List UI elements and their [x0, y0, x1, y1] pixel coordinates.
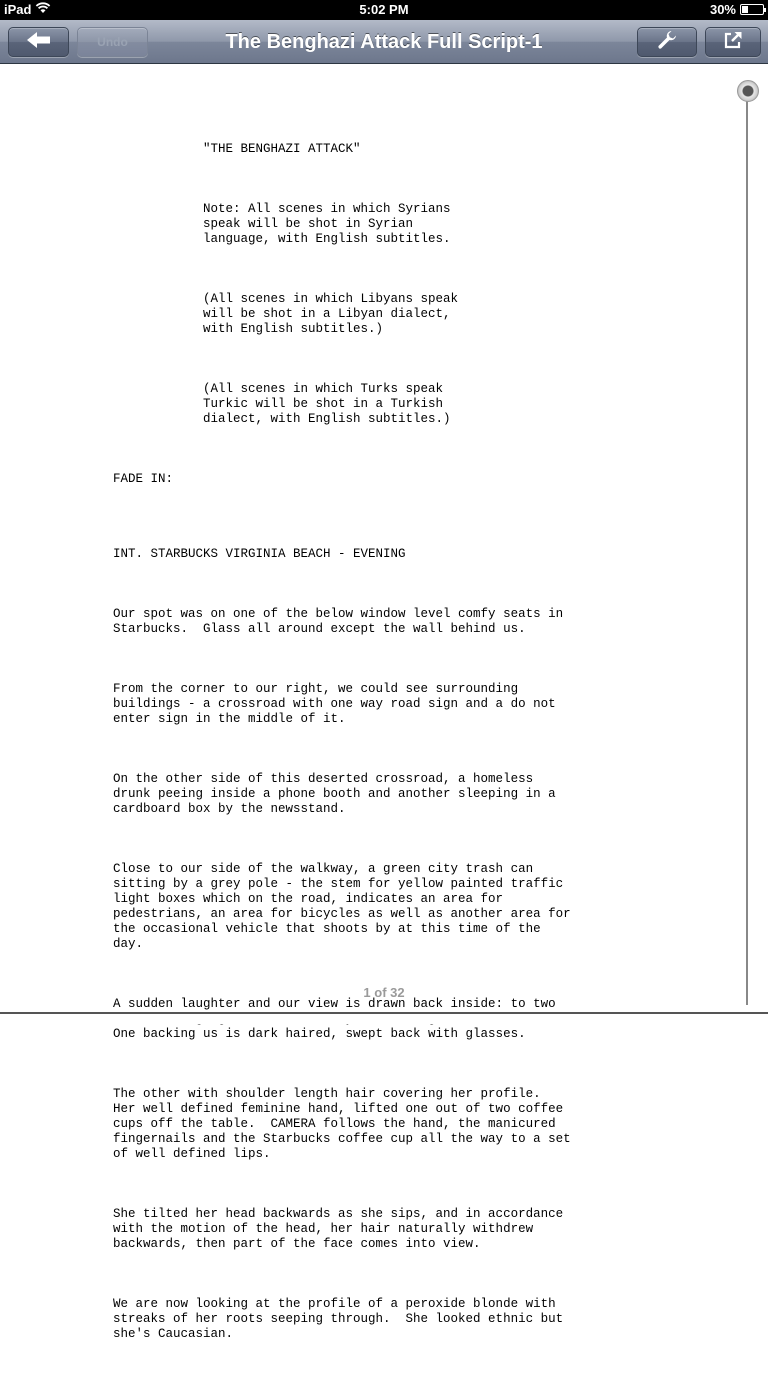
document-title: The Benghazi Attack Full Script-1: [225, 31, 543, 53]
page-indicator: 1 of 32: [363, 985, 405, 1000]
status-right: [710, 2, 764, 17]
scroll-track[interactable]: [746, 95, 748, 1005]
script-action: She tilted her head backwards as she sips, and in accordance with the motion of the head, her hair naturally withdrew backwards, then part of the face comes into view.: [113, 1207, 564, 1251]
script-action: We are now looking at the profile of a peroxide blonde with streaks of her roots seeping through. She looked ethnic but she's Caucasian.: [113, 1297, 564, 1341]
script-action: A sudden laughter and our view is drawn back inside: to two One backing us is dark haired, swept back with glasses.: [113, 997, 556, 1041]
share-button[interactable]: [705, 27, 761, 57]
back-arrow-icon: [25, 31, 53, 54]
script-action: Close to our side of the walkway, a green city trash can sitting by a grey pole - the stem for yellow painted traffic light boxes which on the road, indicates an area for pedestrians, an area for bicycles as well as another area for the occasional vehicle that shoots by at this time of the day.: [113, 862, 571, 951]
status-time: 5:02 PM: [359, 2, 409, 17]
device-name: iPad: [4, 2, 32, 17]
script-note: (All scenes in which Libyans speak will be shot in a Libyan dialect, with English subtitles.): [203, 292, 459, 336]
navigation-bar: [0, 20, 768, 64]
script-action: On the other side of this deserted crossroad, a homeless drunk peeing inside a phone booth and another sleeping in a cardboard box by the newsstand.: [113, 772, 556, 816]
back-button[interactable]: [8, 27, 69, 57]
script-note: (All scenes in which Turks speak Turkic will be shot in a Turkish dialect, with English subtitles.): [203, 382, 451, 426]
battery-icon: [740, 4, 764, 15]
undo-button[interactable]: Undo: [77, 27, 148, 57]
battery-percent: 30%: [709, 2, 736, 17]
script-action: From the corner to our right, we could see surrounding buildings - a crossroad with one way road sign and a do not enter sign in the middle of it.: [113, 682, 556, 726]
status-bar: [0, 0, 768, 20]
script-transition: FADE IN:: [113, 472, 174, 486]
bottom-area: [0, 1014, 768, 1024]
scroll-handle[interactable]: [737, 80, 759, 102]
script-action: Our spot was on one of the below window level comfy seats in Starbucks. Glass all around except the wall behind us.: [113, 607, 564, 636]
script-note: Note: All scenes in which Syrians speak will be shot in Syrian language, with English subtitles.: [203, 202, 451, 246]
script-action: The other with shoulder length hair covering her profile. Her well defined feminine hand, lifted one out of two coffee cups off the table. CAMERA follows the hand, the manicured fingernails and the Starbucks coffee cup all the way to a set of well defined lips.: [113, 1087, 571, 1161]
script-slugline: INT. STARBUCKS VIRGINIA BEACH - EVENING: [113, 547, 406, 561]
script-page: [113, 112, 673, 1387]
script-title: "THE BENGHAZI ATTACK": [203, 142, 361, 156]
wrench-icon: [656, 29, 678, 56]
script-document[interactable]: [0, 65, 768, 1341]
share-icon: [723, 31, 743, 54]
settings-button[interactable]: [637, 27, 697, 57]
